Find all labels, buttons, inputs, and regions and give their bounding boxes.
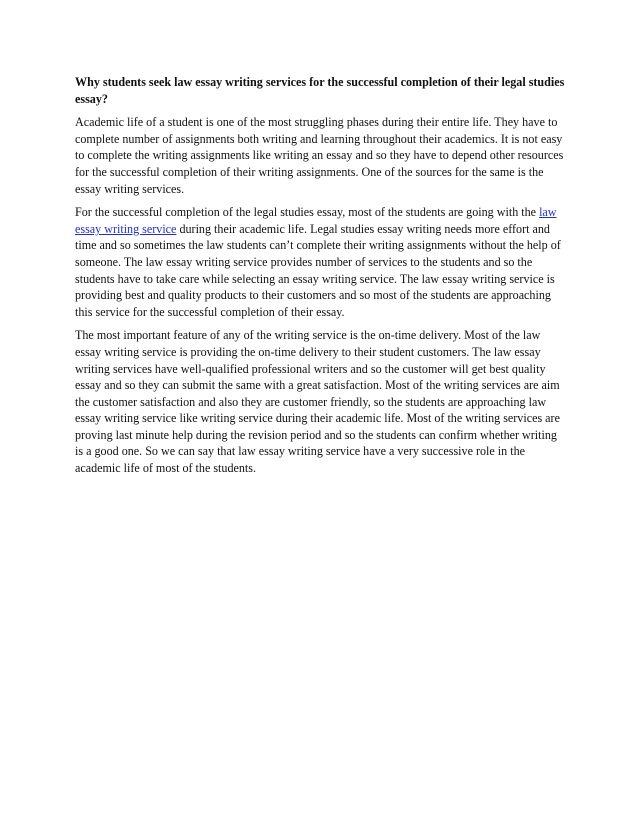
paragraph-2 [75,204,565,320]
paragraph-3: The most important feature of any of the writing service is the on-time delivery. Most of the law essay writing service is providing the on-time delivery to their student customers. The law essay writing services have well-qualified professional writers and so the customer will get best quality essay and so they can submit the same with a great satisfaction. Most of the writing services are aim the customer satisfaction and also they are customer friendly, so the students are approaching law essay writing service like writing service during their academic life. Most of the writing services are proving last minute help during the revision period and so the students can confirm whether writing is a good one. So we can say that law essay writing service have a very successive role in the academic life of most of the students. [75,328,560,476]
document-title: Why students seek law essay writing services for the successful completion of their legal studies essay? [75,75,565,106]
document-body [75,74,565,484]
paragraph-1: Academic life of a student is one of the most struggling phases during their entire life. They have to complete number of assignments both writing and learning throughout their academics. It is not easy to complete the writing assignments like writing an essay and so they have to depend other resources for the successful completion of their writing assignments. One of the sources for the same is the essay writing services. [75,115,564,196]
paragraph-2-text-before-link: For the successful completion of the legal studies essay, most of the students are going with the [75,205,540,220]
paragraph-2-text-after-link: during their academic life. Legal studies essay writing needs more effort and time and so sometimes the law students can’t complete their writing assignments without the help of someone. The law essay writing service provides number of services to the students and so the students have to take care while selecting an essay writing service. The law essay writing service is providing best and quality products to their customers and so most of the students are approaching this service for the successful completion of their essay. [75,221,561,319]
law-essay-writing-service-link[interactable]: law essay writing service [75,205,557,236]
